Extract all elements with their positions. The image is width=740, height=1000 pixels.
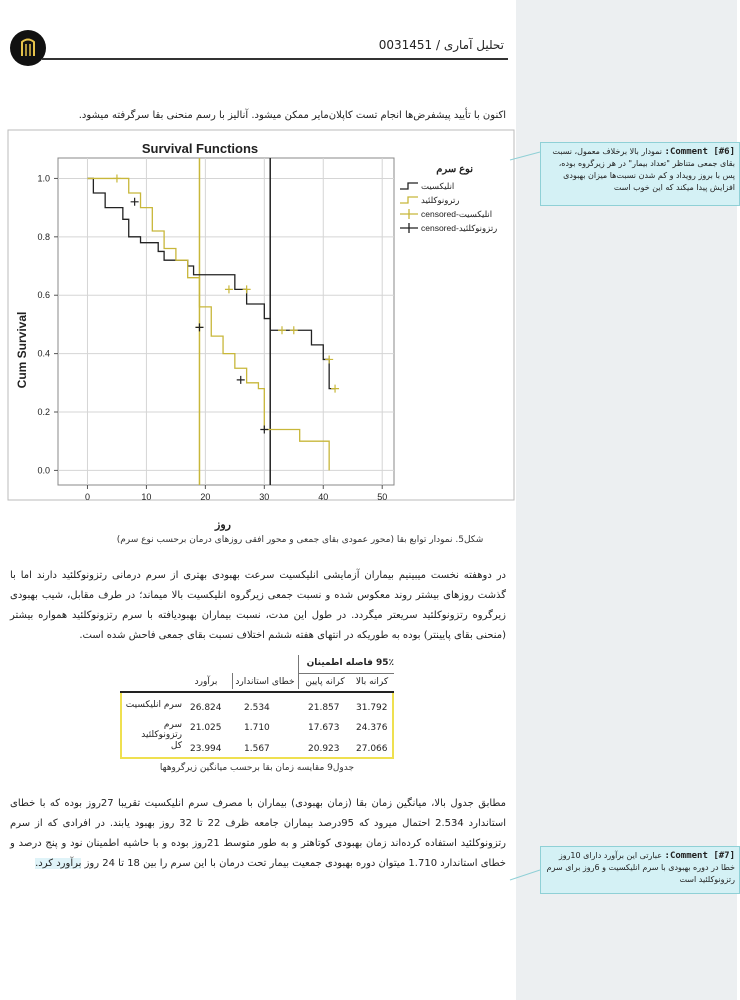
row-label: کل xyxy=(170,741,182,751)
x-tick-label: 10 xyxy=(141,492,152,502)
row-lower: 21.857 xyxy=(308,703,340,713)
comment-label: Comment [#7]: xyxy=(664,851,735,861)
paragraph-2: در دوهفته نخست میبینیم بیماران آزمایشی انلیکسیت سرعت بهبودی بهتری از سرم درمانی رتزونوکلئید دارند اما با گذشت روزهای بیشتر روند معکوس شده و نسبت جمعی زیرگروه انلیکسیت بالا میماند؛ در طرف مقابل، شیب بهبودی زیرگروه رتزونوکلئید سریعتر میگردد. در طول این مدت، نسبت بیماران بهبودیافته با سرم رتزونوکلئید همواره بیشتر (منحنی بقای پایینتر) بوده به طوریکه در انتهای هفته ششم اختلاف نسبت بقای جمعی فاحش شده است. xyxy=(10,570,506,641)
comment-text: عبارتی این برآورد دارای 10روز خطا در دوره بهبودی با سرم انلیکسیت و 6روز برای سرم رتزونوکلئید است xyxy=(546,851,735,884)
legend-label: انلیکسیت xyxy=(421,181,455,191)
legend-label: رترونوکلئید xyxy=(421,195,460,205)
row-se: 1.567 xyxy=(244,744,270,754)
chart-title: Survival Functions xyxy=(141,141,259,156)
y-tick-label: 0.8 xyxy=(37,231,50,242)
row-upper: 24.376 xyxy=(356,723,388,733)
header-title: تحلیل آماری / 0031451 xyxy=(378,38,504,52)
y-tick-label: 0.4 xyxy=(37,348,50,359)
table-caption: جدول9 مقایسه زمان بقا برحسب میانگین زیرگروهها xyxy=(159,763,355,773)
row-est: 26.824 xyxy=(190,703,222,713)
survival-chart xyxy=(8,130,514,531)
header-divider xyxy=(42,58,508,60)
x-axis-label: روز xyxy=(215,519,231,531)
x-tick-label: 0 xyxy=(84,492,90,502)
x-tick-label: 30 xyxy=(259,492,270,502)
table-group-underline xyxy=(298,673,394,674)
row-lower: 20.923 xyxy=(308,744,340,754)
table-group-header: 95٪ فاصله اطمینان xyxy=(306,658,394,668)
row-se: 2.534 xyxy=(244,703,270,713)
legend-label: censored-رتزونوکلئید xyxy=(421,223,498,233)
row-est: 23.994 xyxy=(190,744,222,754)
legend-label: censored-انلیکسیت xyxy=(421,209,493,219)
col-upper: کرانه بالا xyxy=(355,677,389,687)
row-lower: 17.673 xyxy=(308,723,340,733)
col-se: خطای استاندارد xyxy=(235,677,295,687)
paragraph-3-text: مطابق جدول بالا، میانگین زمان بقا (زمان بهبودی) بیماران با مصرف سرم انلیکسیت تقریبا 27روز بوده که با خطای استاندارد 2.534 احتمال میرود که 95درصد بیماران جامعه ظرف 22 تا 32 روز بهبود یابند. در افرادی که از سرم رتزونوکلئید استفاده کرده‌اند زمان بهبودی کوتاهتر و به طور متوسط 21روز بوده و با حاشیه اطمینان نود و پنج درصد و خطای استاندارد 1.710 میتوان دوره بهبودی جمعیت بیمار تحت درمان با این سرم را بین 18 تا 24 روز xyxy=(10,798,506,869)
col-lower: کرانه پایین xyxy=(305,677,345,687)
col-est: برآورد xyxy=(194,677,218,687)
y-tick-label: 0.2 xyxy=(37,407,50,418)
paragraph-3 xyxy=(10,794,506,874)
legend-title: نوع سرم xyxy=(436,164,473,175)
y-axis-label: Cum Survival xyxy=(15,311,29,389)
row-label: سرم رتزونوکلئید xyxy=(141,720,182,740)
y-tick-label: 0.0 xyxy=(37,465,50,476)
x-tick-label: 20 xyxy=(200,492,211,502)
results-table xyxy=(120,655,394,760)
row-se: 1.710 xyxy=(244,723,270,733)
comment-label: Comment [#6]: xyxy=(664,147,735,157)
comment-7[interactable] xyxy=(540,846,740,894)
row-label: سرم انلیکسیت xyxy=(125,700,182,710)
row-est: 21.025 xyxy=(190,723,222,733)
highlighted-text[interactable]: برآورد کرد. xyxy=(35,858,82,869)
comment-6[interactable] xyxy=(540,142,740,206)
comment-text: نمودار بالا برخلاف معمول، نسبت بقای جمعی متناظر "تعداد بیمار" در هر زیرگروه بوده، پس با بروز رویداد و کم شدن نسبت‌ها میزان بهبودی افزایش پیدا میکند که این خوب است xyxy=(552,147,735,192)
figure-caption: شکل5. نمودار توابع بقا (محور عمودی بقای جمعی و محور افقی روزهای درمان برحسب نوع سرم) xyxy=(116,535,484,545)
x-tick-label: 40 xyxy=(318,492,329,502)
row-upper: 27.066 xyxy=(356,744,388,754)
x-tick-label: 50 xyxy=(377,492,388,502)
y-tick-label: 0.6 xyxy=(37,290,50,301)
logo-icon xyxy=(10,30,46,66)
row-upper: 31.792 xyxy=(356,703,388,713)
plot-area xyxy=(37,158,394,502)
intro-text: اکنون با تأیید پیشفرض‌ها انجام تست کاپلان‌مایر ممکن میشود. آنالیز با رسم منحنی بقا سرگرفته میشود. xyxy=(78,110,506,121)
y-tick-label: 1.0 xyxy=(37,173,50,184)
